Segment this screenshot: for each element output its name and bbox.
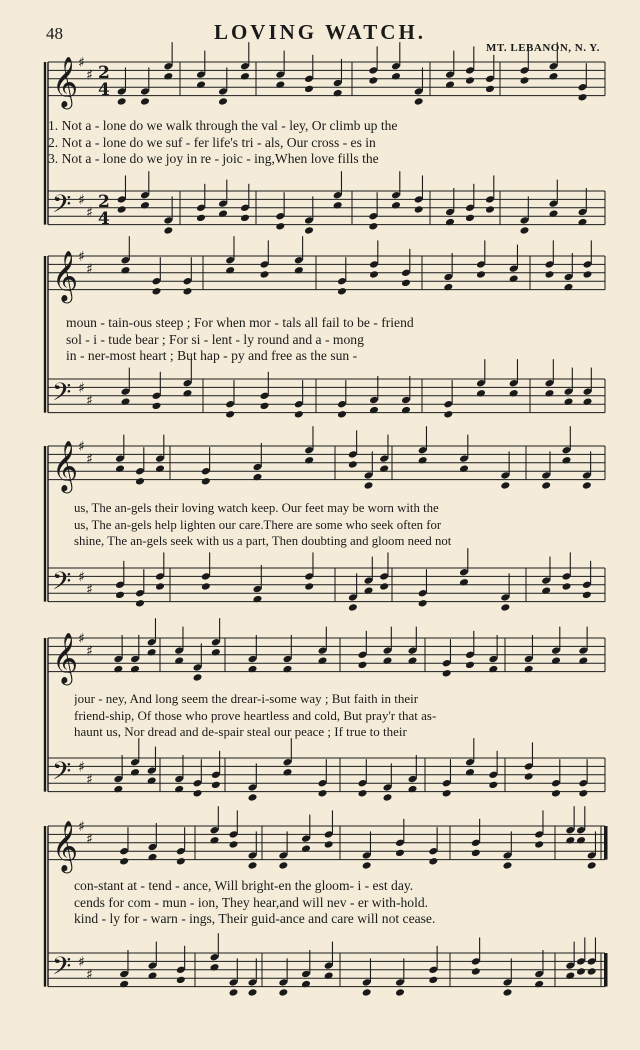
note-head (383, 793, 393, 802)
note-head (193, 673, 203, 682)
note-head (545, 270, 555, 279)
note-head (318, 789, 328, 798)
note-head (500, 603, 510, 612)
note-head (476, 270, 486, 279)
note-head (304, 226, 314, 235)
note-head (304, 85, 314, 94)
note-head (348, 460, 358, 469)
note-head (115, 591, 125, 600)
note-head (562, 582, 572, 591)
sharp-icon: ♯ (86, 772, 93, 789)
sharp-icon: ♯ (86, 261, 93, 278)
note-head (324, 840, 334, 849)
treble-clef-icon: 𝄞 (52, 440, 79, 492)
lyric-line: moun - tain-ous steep ; For when mor - tals all fail to be - friend (66, 315, 414, 330)
note-head (582, 481, 592, 490)
note-head (225, 410, 235, 419)
lyrics-system-5 (74, 878, 634, 928)
lyric-line: haunt us, Nor dread and de-spair steal our peace ; If true to their (74, 724, 407, 740)
note-head (368, 76, 378, 85)
sharp-icon: ♯ (78, 569, 85, 586)
note-head (229, 988, 239, 997)
time-signature-icon: 4 (98, 79, 110, 100)
note-head (485, 85, 495, 94)
sharp-icon: ♯ (78, 380, 85, 397)
note-head (442, 669, 452, 678)
note-head (503, 988, 513, 997)
note-head (358, 661, 368, 670)
treble-clef-icon: 𝄞 (52, 56, 79, 108)
note-head (278, 988, 288, 997)
note-head (119, 857, 129, 866)
note-head (193, 789, 203, 798)
lyric-line: 3. Not a - lone do we joy in re - joic - ing,When love fills the (48, 151, 379, 167)
sharp-icon: ♯ (86, 451, 93, 468)
note-head (520, 226, 530, 235)
note-head (337, 410, 347, 419)
note-head (294, 410, 304, 419)
time-signature-icon: 4 (98, 208, 110, 229)
note-head (135, 599, 145, 608)
note-head (260, 270, 270, 279)
note-head (176, 976, 186, 985)
note-head (275, 222, 285, 231)
lyric-line: shine, The an-gels seek with us a part, Then doubting and gloom need not (74, 534, 452, 549)
sharp-icon: ♯ (78, 819, 85, 836)
lyric-line: 2. Not a - lone do we suf - fer life's tri - als, Our cross - es in (48, 134, 376, 150)
sharp-icon: ♯ (86, 67, 93, 84)
note-head (358, 789, 368, 798)
note-head (240, 214, 250, 223)
note-head (395, 988, 405, 997)
note-head (520, 76, 530, 85)
note-head (248, 793, 258, 802)
treble-clef-icon: 𝄞 (52, 250, 79, 302)
note-head (135, 477, 145, 486)
bass-clef-icon: 𝄢 (52, 190, 72, 226)
sharp-icon: ♯ (78, 439, 85, 456)
note-head (471, 849, 481, 858)
note-head (218, 97, 228, 106)
note-head (534, 840, 544, 849)
lyric-line: us, The an-gels their loving watch keep. Our feet may be worn with the (74, 501, 439, 515)
note-head (465, 661, 475, 670)
sharp-icon: ♯ (86, 643, 93, 660)
note-head (578, 93, 588, 102)
sharp-icon: ♯ (78, 192, 85, 209)
note-head (183, 287, 193, 296)
lyric-line: sol - i - tude bear ; For si - lent - ly round and a - mong (66, 331, 364, 347)
time-signature-icon: 2 (98, 191, 110, 212)
sharp-icon: ♯ (78, 759, 85, 776)
note-head (368, 222, 378, 231)
lyric-line: cends for com - mun - ion, They hear,and will nev - er with-hold. (74, 894, 429, 910)
lyrics-system-3 (74, 500, 634, 550)
note-head (465, 76, 475, 85)
sharp-icon: ♯ (86, 831, 93, 848)
lyrics-system-1 (48, 118, 608, 168)
note-head (176, 857, 186, 866)
hymn-title: LOVING WATCH. (213, 20, 427, 44)
lyric-line: kind - ly for - warn - ings, Their guid-ance and care will not cease. (74, 911, 436, 927)
sharp-icon: ♯ (86, 393, 93, 410)
note-head (428, 857, 438, 866)
page-number: 48 (46, 24, 63, 43)
final-barline (604, 826, 608, 860)
note-head (414, 97, 424, 106)
lyric-line: in - ner-most heart ; But hap - py and free as the sun - (66, 348, 358, 364)
note-head (348, 603, 358, 612)
note-head (117, 205, 127, 214)
note-head (117, 97, 127, 106)
bass-clef-icon: 𝄢 (52, 567, 72, 603)
bass-clef-icon: 𝄢 (52, 952, 72, 988)
note-head (414, 205, 424, 214)
sharp-icon: ♯ (86, 967, 93, 984)
note-head (152, 287, 162, 296)
note-head (152, 402, 162, 411)
final-barline (604, 953, 608, 987)
lyric-line: friend-ship, Of those who prove heartless and cold, But pray'r that as- (74, 707, 437, 723)
note-head (465, 214, 475, 223)
lyrics-system-4 (74, 691, 634, 741)
note-head (201, 477, 211, 486)
lyric-line: 1. Not a - lone do we walk through the val - ley, Or climb up the (48, 118, 398, 133)
note-head (583, 270, 593, 279)
sharp-icon: ♯ (78, 631, 85, 648)
note-head (140, 97, 150, 106)
note-head (418, 599, 428, 608)
sharp-icon: ♯ (78, 249, 85, 266)
note-head (364, 481, 374, 490)
note-head (395, 849, 405, 858)
note-head (369, 270, 379, 279)
sharp-icon: ♯ (86, 205, 93, 222)
lyric-line: jour - ney, And long seem the drear-i-some way ; But faith in their (74, 691, 419, 706)
treble-clef-icon: 𝄞 (52, 632, 79, 684)
note-head (485, 205, 495, 214)
note-head (196, 214, 206, 223)
note-head (155, 582, 165, 591)
treble-clef-icon: 𝄞 (52, 820, 79, 872)
note-head (524, 772, 534, 781)
note-head (278, 861, 288, 870)
hymn-attribution: MT. LEBANON, N. Y. (485, 42, 600, 54)
lyrics-system-2 (66, 315, 626, 365)
note-head (443, 410, 453, 419)
note-head (541, 481, 551, 490)
note-head (211, 781, 221, 790)
note-head (401, 279, 411, 288)
note-head (248, 861, 258, 870)
note-head (362, 988, 372, 997)
note-head (248, 988, 258, 997)
note-head (587, 967, 597, 976)
note-head (337, 287, 347, 296)
note-head (260, 402, 270, 411)
note-head (551, 789, 561, 798)
time-signature-icon: 2 (98, 62, 110, 83)
note-head (578, 789, 588, 798)
note-head (201, 582, 211, 591)
note-head (488, 781, 498, 790)
sharp-icon: ♯ (86, 582, 93, 599)
sharp-icon: ♯ (78, 954, 85, 971)
sharp-icon: ♯ (78, 55, 85, 72)
note-head (428, 976, 438, 985)
note-head (471, 967, 481, 976)
note-head (503, 861, 513, 870)
note-head (582, 591, 592, 600)
note-head (442, 789, 452, 798)
note-head (229, 840, 239, 849)
note-head (304, 582, 314, 591)
lyric-line: us, The an-gels help lighten our care.There are some who seek often for (74, 517, 442, 532)
note-head (163, 226, 173, 235)
note-head (587, 861, 597, 870)
note-head (362, 861, 372, 870)
lyric-line: con-stant at - tend - ance, Will bright-en the gloom- i - est day. (74, 878, 414, 893)
bass-clef-icon: 𝄢 (52, 757, 72, 793)
note-head (576, 967, 586, 976)
bass-clef-icon: 𝄢 (52, 378, 72, 414)
note-head (500, 481, 510, 490)
note-head (379, 582, 389, 591)
